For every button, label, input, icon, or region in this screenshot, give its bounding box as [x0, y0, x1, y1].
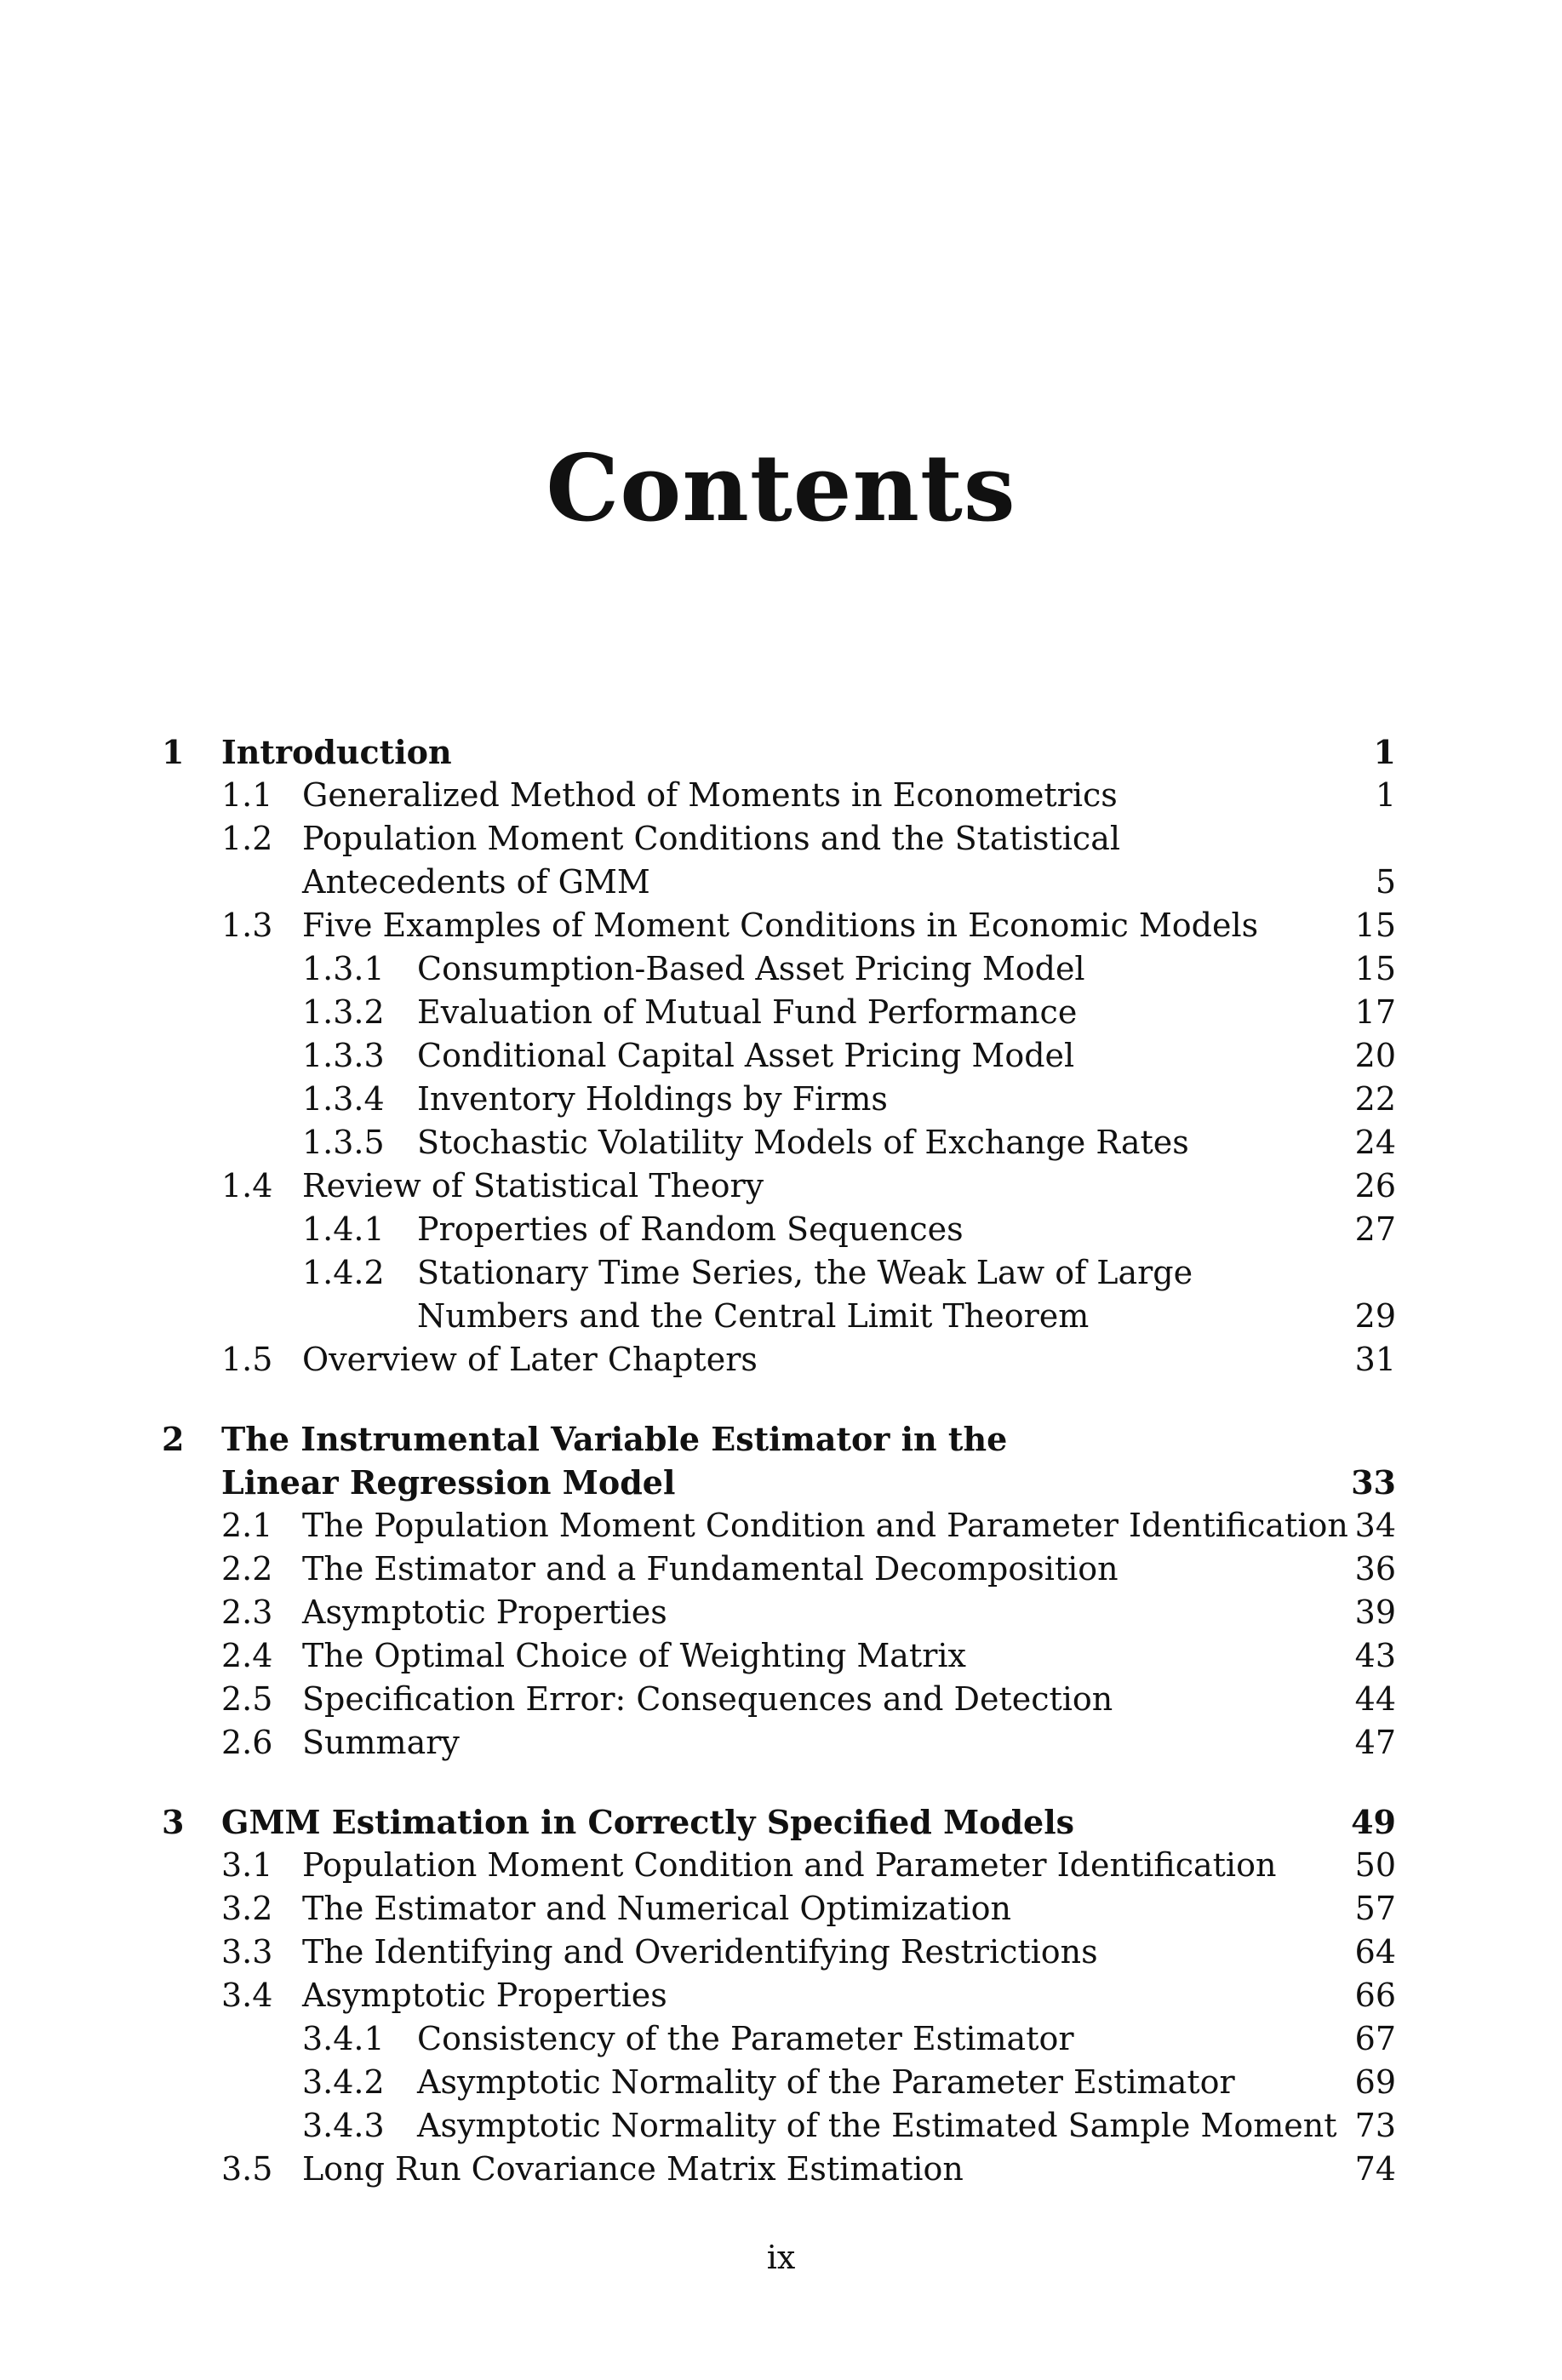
section-page: 57: [1354, 1890, 1396, 1927]
section-title: The Optimal Choice of Weighting Matrix: [302, 1637, 966, 1674]
section-title: Asymptotic Properties: [302, 1977, 667, 2014]
toc-section-2-2: [153, 1548, 1396, 1591]
chapter-title: Introduction: [221, 733, 452, 771]
subsection-page: 67: [1354, 2020, 1396, 2057]
section-title: The Identifying and Overidentifying Restrictions: [302, 1933, 1098, 1971]
subsection-title: Stochastic Volatility Models of Exchange Rates: [417, 1124, 1189, 1161]
section-number: 2.5: [221, 1680, 273, 1718]
subsection-title: Stationary Time Series, the Weak Law of Large: [417, 1254, 1193, 1291]
subsection-title: Asymptotic Normality of the Estimated Sample Moment: [417, 2107, 1337, 2144]
subsection-page: 27: [1354, 1210, 1396, 1248]
section-number: 1.1: [221, 776, 273, 814]
section-title: Population Moment Condition and Parameter Identification: [302, 1846, 1277, 1884]
chapter-page: 33: [1351, 1463, 1396, 1502]
toc-subsection-3-4-3: [153, 2104, 1396, 2148]
chapter-number: 1: [162, 733, 185, 771]
chapter-page: 1: [1373, 733, 1396, 771]
section-number: 2.2: [221, 1550, 273, 1588]
subsection-title: Properties of Random Sequences: [417, 1210, 964, 1248]
section-title: Summary: [302, 1724, 460, 1761]
table-of-contents: [153, 730, 1396, 2191]
toc-section-3-2: [153, 1887, 1396, 1931]
section-title: The Estimator and a Fundamental Decomposition: [302, 1550, 1119, 1588]
page-number: ix: [766, 2239, 796, 2276]
subsection-title: Numbers and the Central Limit Theorem: [417, 1297, 1090, 1335]
toc-section-3-5: [153, 2148, 1396, 2191]
toc-subsection-1-3-1: [153, 947, 1396, 991]
chapter-page: 49: [1351, 1803, 1396, 1841]
subsection-number: 3.4.3: [302, 2107, 385, 2144]
toc-section-1-4: [153, 1164, 1396, 1208]
section-page: 44: [1354, 1680, 1396, 1718]
toc-section-1-2-line-1: [153, 817, 1396, 861]
subsection-number: 1.3.2: [302, 993, 385, 1031]
chapter-number: 2: [162, 1420, 185, 1458]
section-number: 1.5: [221, 1341, 273, 1378]
subsection-title: Evaluation of Mutual Fund Performance: [417, 993, 1078, 1031]
subsection-number: 1.3.5: [302, 1124, 385, 1161]
subsection-title: Asymptotic Normality of the Parameter Estimator: [417, 2063, 1235, 2101]
section-page: 34: [1354, 1507, 1396, 1544]
toc-section-1-1: [153, 774, 1396, 817]
subsection-number: 1.3.3: [302, 1037, 385, 1074]
section-number: 2.1: [221, 1507, 273, 1544]
section-page: 74: [1354, 2150, 1396, 2188]
toc-chapter-2-line-1: [153, 1417, 1396, 1461]
section-title: Long Run Covariance Matrix Estimation: [302, 2150, 964, 2188]
section-number: 3.5: [221, 2150, 273, 2188]
toc-subsection-3-4-1: [153, 2017, 1396, 2061]
toc-section-1-2-line-2: [153, 861, 1396, 904]
section-title: Specification Error: Consequences and Detection: [302, 1680, 1113, 1718]
section-title: Antecedents of GMM: [302, 863, 650, 901]
section-number: 1.3: [221, 907, 273, 944]
section-title: The Estimator and Numerical Optimization: [302, 1890, 1011, 1927]
toc-subsection-1-4-2-line-1: [153, 1251, 1396, 1295]
toc-section-2-4: [153, 1634, 1396, 1678]
toc-section-2-1: [153, 1504, 1396, 1548]
section-number: 1.2: [221, 820, 273, 857]
section-title: Generalized Method of Moments in Econometrics: [302, 776, 1118, 814]
subsection-number: 1.3.1: [302, 950, 385, 987]
toc-section-2-3: [153, 1591, 1396, 1634]
toc-section-3-3: [153, 1931, 1396, 1974]
section-page: 39: [1354, 1593, 1396, 1631]
section-title: The Population Moment Condition and Parameter Identification: [302, 1507, 1348, 1544]
section-page: 43: [1354, 1637, 1396, 1674]
toc-subsection-1-4-2-line-2: [153, 1295, 1396, 1338]
toc-subsection-1-4-1: [153, 1208, 1396, 1251]
subsection-title: Consistency of the Parameter Estimator: [417, 2020, 1074, 2057]
section-page: 64: [1354, 1933, 1396, 1971]
section-page: 5: [1375, 863, 1396, 901]
subsection-page: 69: [1354, 2063, 1396, 2101]
toc-subsection-1-3-5: [153, 1121, 1396, 1164]
subsection-page: 24: [1354, 1124, 1396, 1161]
subsection-number: 1.4.2: [302, 1254, 385, 1291]
subsection-title: Conditional Capital Asset Pricing Model: [417, 1037, 1075, 1074]
toc-section-1-5: [153, 1338, 1396, 1382]
section-title: Population Moment Conditions and the Statistical: [302, 820, 1121, 857]
section-number: 3.4: [221, 1977, 273, 2014]
subsection-page: 15: [1354, 950, 1396, 987]
toc-subsection-1-3-3: [153, 1034, 1396, 1078]
section-page: 26: [1354, 1167, 1396, 1204]
subsection-page: 17: [1354, 993, 1396, 1031]
section-page: 1: [1375, 776, 1396, 814]
section-page: 36: [1354, 1550, 1396, 1588]
section-page: 50: [1354, 1846, 1396, 1884]
toc-section-3-1: [153, 1844, 1396, 1887]
section-title: Five Examples of Moment Conditions in Economic Models: [302, 907, 1259, 944]
section-page: 15: [1354, 907, 1396, 944]
section-page: 31: [1354, 1341, 1396, 1378]
toc-subsection-1-3-4: [153, 1078, 1396, 1121]
subsection-number: 1.3.4: [302, 1080, 385, 1118]
chapter-number: 3: [162, 1803, 185, 1841]
subsection-page: 73: [1354, 2107, 1396, 2144]
toc-chapter-3: [153, 1800, 1396, 1844]
section-title: Review of Statistical Theory: [302, 1167, 764, 1204]
section-number: 2.3: [221, 1593, 273, 1631]
section-number: 2.4: [221, 1637, 273, 1674]
toc-section-2-6: [153, 1721, 1396, 1765]
chapter-title: Linear Regression Model: [221, 1463, 676, 1502]
section-number: 1.4: [221, 1167, 273, 1204]
subsection-page: 22: [1354, 1080, 1396, 1118]
subsection-page: 29: [1354, 1297, 1396, 1335]
toc-subsection-1-3-2: [153, 991, 1396, 1034]
toc-section-3-4: [153, 1974, 1396, 2017]
toc-subsection-3-4-2: [153, 2061, 1396, 2104]
chapter-title: GMM Estimation in Correctly Specified Models: [221, 1803, 1075, 1841]
subsection-number: 3.4.1: [302, 2020, 385, 2057]
section-title: Asymptotic Properties: [302, 1593, 667, 1631]
subsection-number: 1.4.1: [302, 1210, 385, 1248]
toc-section-1-3: [153, 904, 1396, 947]
chapter-title: The Instrumental Variable Estimator in the: [221, 1420, 1008, 1458]
page-title: Contents: [546, 435, 1016, 542]
section-number: 3.2: [221, 1890, 273, 1927]
section-page: 66: [1354, 1977, 1396, 2014]
subsection-title: Inventory Holdings by Firms: [417, 1080, 888, 1118]
toc-chapter-1: [153, 730, 1396, 774]
toc-section-2-5: [153, 1678, 1396, 1721]
subsection-title: Consumption-Based Asset Pricing Model: [417, 950, 1085, 987]
section-number: 3.3: [221, 1933, 273, 1971]
subsection-page: 20: [1354, 1037, 1396, 1074]
section-number: 3.1: [221, 1846, 273, 1884]
toc-chapter-2-line-2: [153, 1461, 1396, 1504]
subsection-number: 3.4.2: [302, 2063, 385, 2101]
section-page: 47: [1354, 1724, 1396, 1761]
section-title: Overview of Later Chapters: [302, 1341, 758, 1378]
section-number: 2.6: [221, 1724, 273, 1761]
